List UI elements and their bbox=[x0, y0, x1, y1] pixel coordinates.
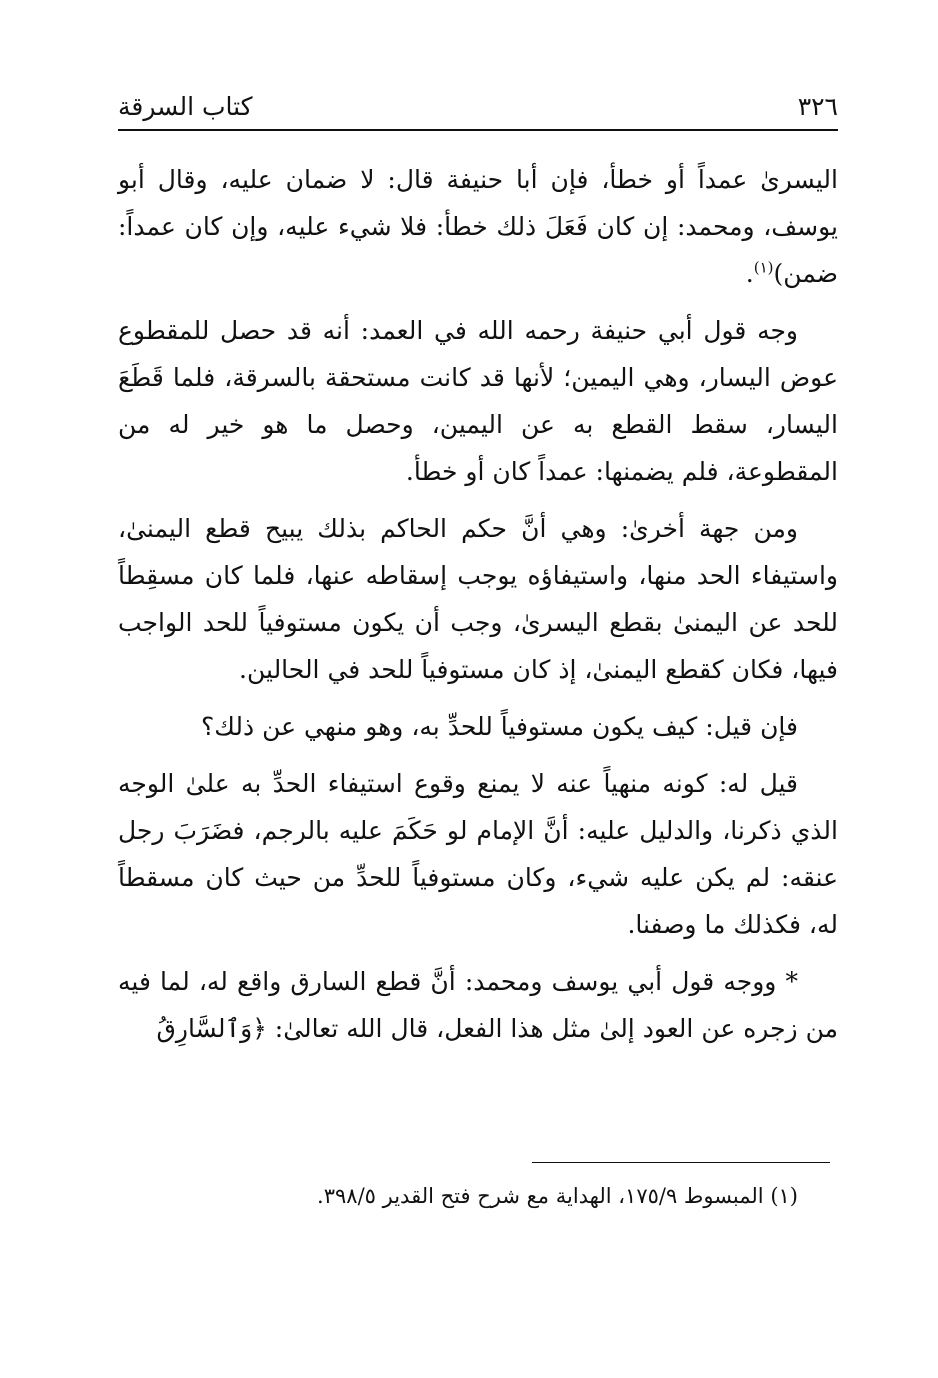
footnote-divider bbox=[532, 1162, 830, 1163]
paragraph-2: وجه قول أبي حنيفة رحمه الله في العمد: أنه قد حصل للمقطوع عوض اليسار، وهي اليمين؛ لأنها قد كانت مستحقة بالسرقة، فلما قَطَعَ اليسار، سقط القطع به عن اليمين، وحصل ما هو خير له من المقطوعة، فلم يضمنها: عمداً كان أو خطأ. bbox=[118, 316, 838, 486]
footnote-reference[interactable]: (١) bbox=[753, 258, 774, 277]
paragraph-3: ومن جهة أخرىٰ: وهي أنَّ حكم الحاكم بذلك يبيح قطع اليمنىٰ، واستيفاء الحد منها، واستيفاؤه يوجب إسقاطه عنها، فلما كان مسقِطاً للحد عن اليمنىٰ بقطع اليسرىٰ، وجب أن يكون مستوفياً للحد الواجب فيها، فكان كقطع اليمنىٰ، إذ كان مستوفياً للحد في الحالين. bbox=[118, 514, 838, 684]
main-text bbox=[118, 156, 838, 1062]
chapter-title: كتاب السرقة bbox=[118, 91, 253, 121]
paragraph-5: قيل له: كونه منهياً عنه لا يمنع وقوع استيفاء الحدِّ به علىٰ الوجه الذي ذكرنا، والدليل عليه: أنَّ الإمام لو حَكَمَ عليه بالرجم، فضَرَبَ رجل عنقه: لم يكن عليه شيء، وكان مستوفياً للحدِّ من حيث كان مسقطاً له، فكذلك ما وصفنا. bbox=[118, 769, 838, 939]
paragraph-4: فإن قيل: كيف يكون مستوفياً للحدِّ به، وهو منهي عن ذلك؟ bbox=[201, 712, 798, 741]
paragraph-6: * ووجه قول أبي يوسف ومحمد: أنَّ قطع السارق واقع له، لما فيه من زجره عن العود إلىٰ مثل هذا الفعل، قال الله تعالىٰ: ﴿وَٱلسَّارِقُ bbox=[118, 967, 838, 1043]
header-divider bbox=[118, 129, 838, 131]
page-number: ٣٢٦ bbox=[797, 91, 838, 121]
page-header bbox=[118, 88, 838, 124]
paragraph-1: اليسرىٰ عمداً أو خطأ، فإن أبا حنيفة قال: لا ضمان عليه، وقال أبو يوسف، ومحمد: إن كان فَعَلَ ذلك خطأ: فلا شيء عليه، وإن كان عمداً: ضمن)$^{(١)}$. bbox=[118, 165, 838, 288]
footnote: (١) المبسوط ١٧٥/٩، الهداية مع شرح فتح القدير ٣٩٨/٥. bbox=[317, 1184, 798, 1208]
